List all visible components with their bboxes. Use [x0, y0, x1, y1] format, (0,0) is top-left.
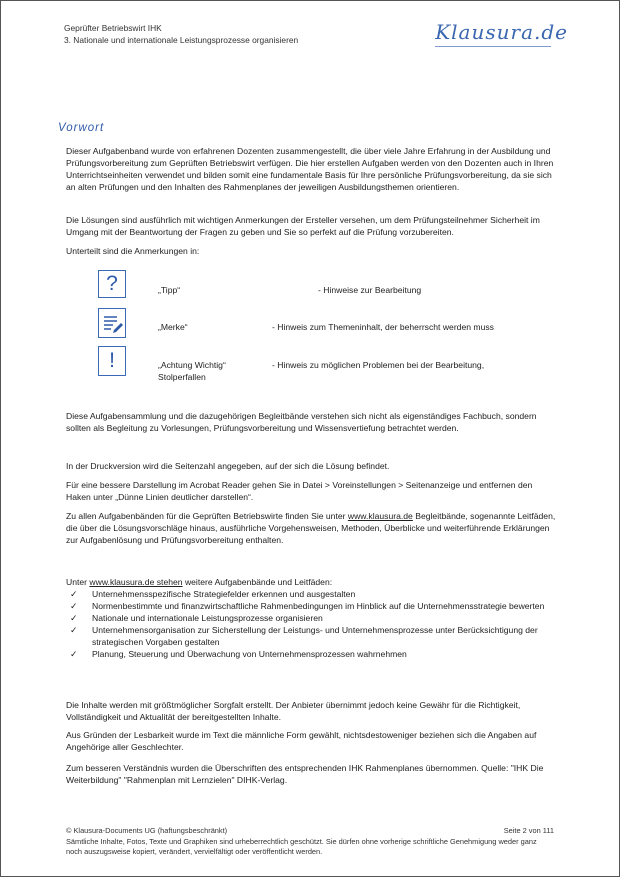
check-icon: ✓ [70, 601, 78, 611]
collection-paragraph: Diese Aufgabensammlung und die dazugehörigen Begleitbände verstehen sich nicht als eigenständiges Fachbuch, sondern sollten als Begleitung zu Vorlesungen, Prüfungsvorbereitung und Wissensvertiefung betrachtet werden. [66, 411, 537, 433]
acrobat-paragraph: Für eine bessere Darstellung im Acrobat Reader gehen Sie in Datei > Voreinstellungen > Seitenanzeige und entfernen den Haken unter „Dünne Linien deutlicher darstellen“. [66, 480, 533, 502]
print-paragraph: In der Druckversion wird die Seitenzahl angegeben, auf der sich die Lösung befindet. [66, 461, 390, 471]
list-item: ✓ Nationale und internationale Leistungsprozesse organisieren [70, 613, 323, 623]
achtung-label-line-2: Stolperfallen [158, 372, 206, 382]
list-item: ✓ Normenbestimmte und finanzwirtschaftliche Rahmenbedingungen im Hinblick auf die Unternehmensstrategie bewerten [70, 601, 545, 611]
tipp-label: „Tipp“ [158, 285, 181, 295]
companion-text-2: Begleitbände, sogenannte Leitfäden, die über die Lösungsvorschläge hinaus, ausführliche Vorgehensweisen, Methoden, Überblicke und weiterführende Erklärungen zur Aufgabenlösung und Prüfungsvorbereitung enthalten. [66, 511, 556, 545]
achtung-label [158, 359, 226, 383]
header-line-1: Geprüfter Betriebswirt IHK [64, 23, 162, 33]
solutions-paragraph: Die Lösungen sind ausführlich mit wichtigen Anmerkungen der Ersteller versehen, um dem Prüfungsteilnehmer Sicherheit im Umgang mit der Beantwortung der Fragen zu geben und Sie so perfekt auf die Prüfung vorzubereiten. [66, 215, 540, 237]
gender-paragraph: Aus Gründen der Lesbarkeit wurde im Text die männliche Form gewählt, nichtsdestoweniger beziehen sich die Angaben auf Angehörige aller Geschlechter. [66, 730, 537, 752]
source-paragraph: Zum besseren Verständnis wurden die Überschriften des entsprechenden IHK Rahmenplanes übernommen. Quelle: "IHK Die Weiterbildung" "Rahmenplan mit Lernzielen" DIHK-Verlag. [66, 763, 544, 785]
klausura-link-2[interactable]: www.klausura.de stehen [89, 577, 183, 587]
list-item: ✓ Planung, Steuerung und Überwachung von Unternehmensprozessen wahrnehmen [70, 649, 407, 659]
check-icon: ✓ [70, 613, 78, 623]
logo-underline [435, 46, 551, 47]
question-mark-icon: ? [98, 270, 126, 298]
list-item: ✓ Unternehmensspezifische Strategiefelder erkennen und ausgestalten [70, 589, 356, 599]
tipp-description: - Hinweise zur Bearbeitung [318, 285, 422, 295]
further-volumes [66, 576, 556, 660]
annotations-intro: Unterteilt sind die Anmerkungen in: [66, 246, 200, 256]
footer-copyright: © Klausura-Documents UG (haftungsbeschränkt) [66, 826, 228, 835]
check-icon: ✓ [70, 589, 78, 599]
check-icon: ✓ [70, 649, 78, 659]
check-icon: ✓ [70, 625, 78, 635]
footer [66, 826, 554, 858]
header-line-2: 3. Nationale und internationale Leistungsprozesse organisieren [64, 35, 299, 45]
merke-label: „Merke“ [158, 322, 188, 332]
logo-text: Klausura.de [435, 20, 568, 44]
list-intro: Unter www.klausura.de stehen weitere Aufgabenbände und Leitfäden: [66, 577, 333, 587]
intro-paragraph: Dieser Aufgabenband wurde von erfahrenen Dozenten zusammengestellt, die über viele Jahre Erfahrung in der Ausbildung und Prüfungsvorbereitung zum Geprüften Betriebswirt verfügen. Die hier erstellen Aufgaben werden von den Dozenten auch in Ihren Unterrichtseinheiten verwendet und bilden somit eine fundamentale Basis für Ihre persönliche Prüfungsvorbereitung, da sie sich an alten Prüfungen und den Inhalten des Rahmenplanes der jeweiligen Ausbildungsthemen orientieren. [66, 146, 554, 192]
page-title: Vorwort [58, 122, 105, 134]
note-pencil-icon [98, 308, 126, 338]
achtung-description: - Hinweis zu möglichen Problemen bei der Bearbeitung, [272, 360, 485, 370]
klausura-logo [435, 20, 568, 44]
disclaimer-paragraph: Die Inhalte werden mit größtmöglicher Sorgfalt erstellt. Der Anbieter übernimmt jedoch keine Gewähr für die Richtigkeit, Vollständigkeit und Aktualität der bereitgestellten Inhalte. [66, 700, 521, 722]
achtung-label-line-1: „Achtung Wichtig“ [158, 360, 226, 370]
exclamation-icon: ! [98, 346, 126, 376]
klausura-link[interactable]: www.klausura.de [347, 511, 413, 521]
header [64, 22, 298, 46]
companion-paragraph [66, 510, 556, 546]
merke-description: - Hinweis zum Themeninhalt, der beherrscht werden muss [272, 322, 494, 332]
list-item: ✓ Unternehmensorganisation zur Sicherstellung der Leistungs- und Unternehmensprozesse unter Berücksichtigung der strategischen Vorgaben gestalten [70, 625, 538, 647]
companion-text-1: Zu allen Aufgabenbänden für die Geprüften Betriebswirte finden Sie unter [66, 511, 348, 521]
page-number: Seite 2 von 111 [503, 826, 554, 835]
footer-notice: Sämtliche Inhalte, Fotos, Texte und Graphiken sind urheberrechtlich geschützt. Sie dürfen ohne vorherige schriftliche Genehmigung weder ganz noch auszugsweise kopiert, verändert, vervielfältigt oder veröffentlicht werden. [66, 836, 537, 856]
